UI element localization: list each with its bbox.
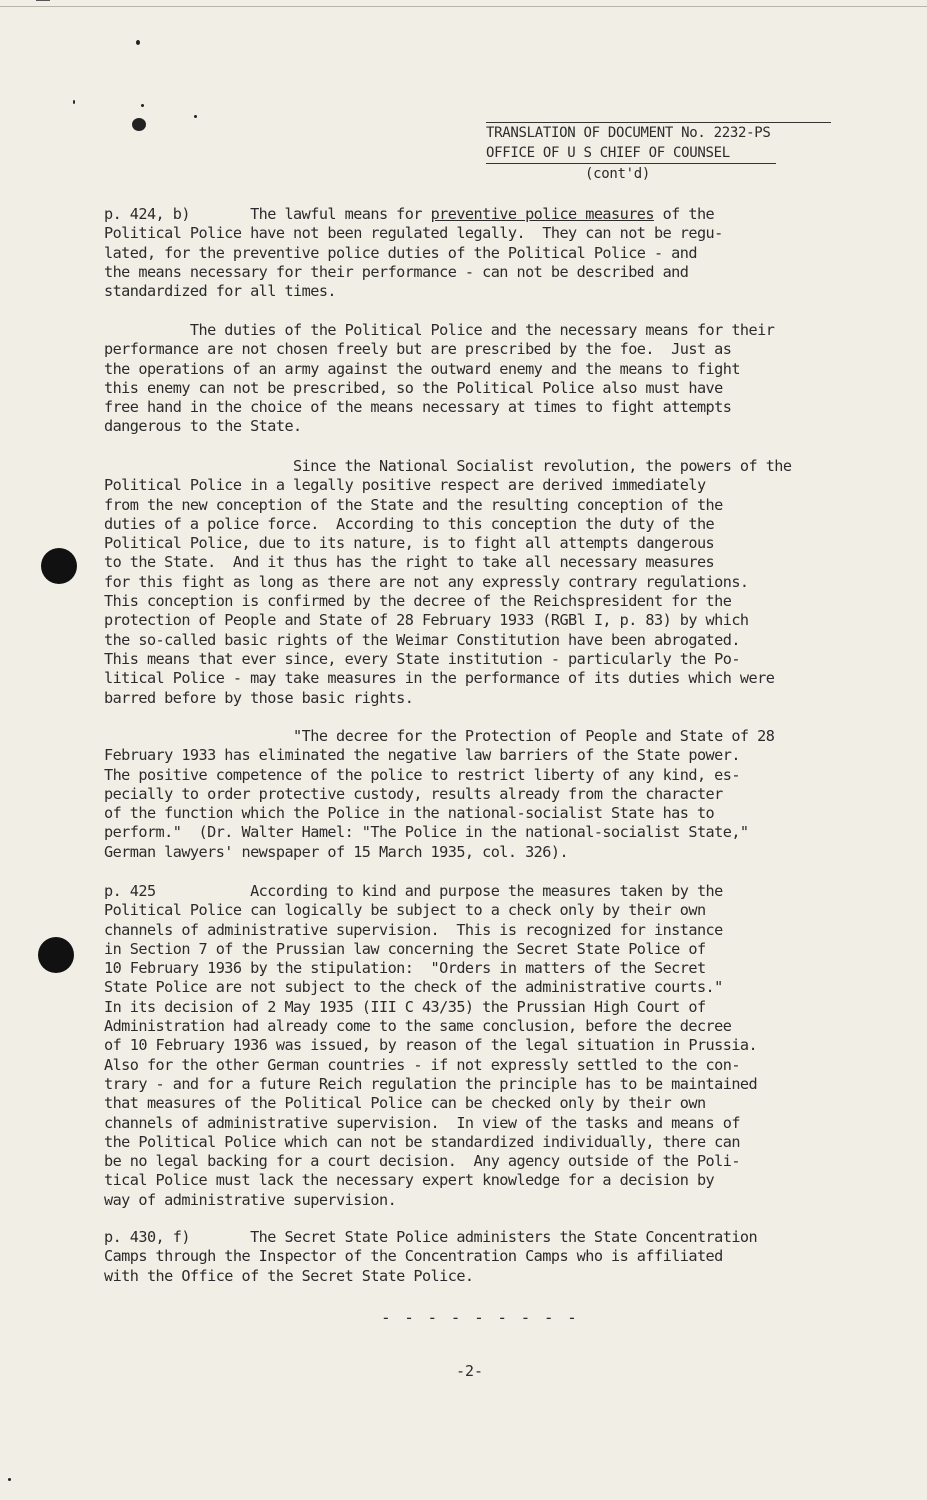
text-line: Camps through the Inspector of the Concentration Camps who is affiliated [104,1247,723,1266]
text-line: Administration had already come to the same conclusion, before the decree [104,1017,732,1036]
text-line: Since the National Socialist revolution, the powers of the [104,457,792,475]
text-line: standardized for all times. [104,282,337,301]
top-edge-line [0,6,927,7]
text-line: February 1933 has eliminated the negative law barriers of the State power. [104,746,740,765]
paragraph-p424 [104,205,864,301]
header-office: OFFICE OF U S CHIEF OF COUNSEL [486,145,730,161]
text-line: lated, for the preventive police duties of the Political Police - and [104,243,697,262]
text-line: This conception is confirmed by the decree of the Reichspresident for the [104,592,732,611]
text-line: tical Police must lack the necessary expert knowledge for a decision by [104,1171,715,1190]
text-line: This means that ever since, every State institution - particularly the Po- [104,649,740,668]
ink-speck [8,1478,11,1481]
text-line: Also for the other German countries - if not expressly settled to the con- [104,1055,740,1074]
text-line: The duties of the Political Police and the necessary means for their [104,321,775,339]
text-line: from the new conception of the State and the resulting conception of the [104,495,723,514]
text-line: dangerous to the State. [104,417,302,436]
ink-speck [132,118,146,131]
text-line: Political Police, due to its nature, is to fight all attempts dangerous [104,534,715,553]
text-line: with the Office of the Secret State Police. [104,1266,474,1285]
ink-speck [73,100,75,104]
text-line: perform." (Dr. Walter Hamel: "The Police in the national-socialist State," [104,823,749,842]
text-line: trary - and for a future Reich regulation the principle has to be maintained [104,1074,758,1093]
text-line: be no legal backing for a court decision. Any agency outside of the Poli- [104,1152,740,1171]
text-line: performance are not chosen freely but are prescribed by the foe. Just as [104,340,732,359]
text-line: Political Police have not been regulated legally. They can not be regu- [104,224,723,243]
text-line: this enemy can not be prescribed, so the Political Police also must have [104,378,723,397]
ink-speck [141,104,144,107]
page-number: -2- [456,1362,484,1380]
text-line: Political Police can logically be subject to a check only by their own [104,901,706,920]
punch-hole-upper [41,548,77,584]
text-line: pecially to order protective custody, results already from the character [104,784,723,803]
text-line: protection of People and State of 28 February 1933 (RGBl I, p. 83) by which [104,611,749,630]
text-line: the Political Police which can not be standardized individually, there can [104,1132,740,1151]
p424-intro: p. 424, b) The lawful means for [104,205,431,223]
text-line: of 10 February 1936 was issued, by reason of the legal situation in Prussia. [104,1036,758,1055]
header-title: TRANSLATION OF DOCUMENT No. 2232-PS [486,125,771,141]
underlined-phrase: preventive police measures [430,205,654,223]
text-line: The positive competence of the police to restrict liberty of any kind, es- [104,765,740,784]
text-line: way of administrative supervision. [104,1190,397,1209]
text-line: German lawyers' newspaper of 15 March 1935, col. 326). [104,842,569,861]
separator-dashes: - - - - - - - - - [381,1308,579,1327]
paragraph-revolution [104,457,864,708]
text-line: the operations of an army against the outward enemy and the means to fight [104,359,740,378]
ink-speck [194,115,197,118]
text-line: State Police are not subject to the check of the administrative courts." [104,978,723,997]
paragraph-quote-hamel [104,727,864,862]
text-line: "The decree for the Protection of People and State of 28 [104,727,775,745]
text-line: channels of administrative supervision. In view of the tasks and means of [104,1113,740,1132]
paragraph-p425 [104,882,864,1210]
text-line: Political Police in a legally positive respect are derived immediately [104,476,706,495]
p424-intro-end: of the [654,205,715,223]
text-line: In its decision of 2 May 1935 (III C 43/35) the Prussian High Court of [104,997,706,1016]
header-continued: (cont'd) [585,166,651,182]
text-line: 10 February 1936 by the stipulation: "Orders in matters of the Secret [104,959,706,978]
punch-hole-lower [38,937,74,973]
text-line: duties of a police force. According to this conception the duty of the [104,514,715,533]
text-line: in Section 7 of the Prussian law concerning the Secret State Police of [104,939,706,958]
text-line: free hand in the choice of the means necessary at times to fight attempts [104,398,732,417]
text-line: of the function which the Police in the national-socialist State has to [104,804,715,823]
text-line: to the State. And it thus has the right to take all necessary measures [104,553,715,572]
text-line: that measures of the Political Police can be checked only by their own [104,1094,706,1113]
top-margin-mark [36,0,50,1]
text-line: for this fight as long as there are not any expressly contrary regulations. [104,572,749,591]
paragraph-p430 [104,1228,864,1286]
text-line: channels of administrative supervision. This is recognized for instance [104,920,723,939]
text-line: litical Police - may take measures in the performance of its duties which were [104,669,775,688]
text-line: the means necessary for their performance - can not be described and [104,262,689,281]
text-line: p. 430, f) The Secret State Police administers the State Concentration [104,1228,758,1246]
ink-speck [136,40,140,45]
text-line: the so-called basic rights of the Weimar Constitution have been abrogated. [104,630,740,649]
paragraph-duties [104,321,864,437]
text-line: p. 425 According to kind and purpose the measures taken by the [104,882,723,900]
text-line: barred before by those basic rights. [104,688,414,707]
document-header [486,122,831,184]
